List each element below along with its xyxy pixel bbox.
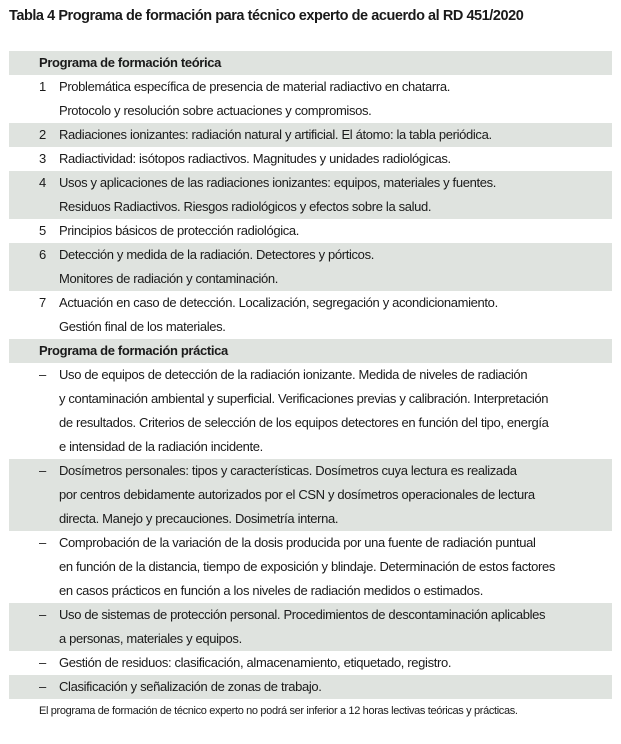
item-marker: 6 xyxy=(39,247,46,262)
item-marker: 4 xyxy=(39,175,46,190)
table-row xyxy=(9,579,612,603)
row-text: en casos prácticos en función a los niveles de radiación medidos o estimados. xyxy=(59,583,483,598)
row-text: Radiactividad: isótopos radiactivos. Magnitudes y unidades radiológicas. xyxy=(59,151,451,166)
row-text: Radiaciones ionizantes: radiación natural y artificial. El átomo: la tabla periódica. xyxy=(59,127,492,142)
table-row xyxy=(9,411,612,435)
row-text: e intensidad de la radiación incidente. xyxy=(59,439,263,454)
table-row xyxy=(9,75,612,99)
item-marker: 1 xyxy=(39,79,46,94)
row-text: Detección y medida de la radiación. Detectores y pórticos. xyxy=(59,247,374,262)
table-row xyxy=(9,195,612,219)
row-text: Gestión de residuos: clasificación, almacenamiento, etiquetado, registro. xyxy=(59,655,452,670)
table-row xyxy=(9,555,612,579)
table-row xyxy=(9,363,612,387)
table-row xyxy=(9,435,612,459)
item-marker: – xyxy=(39,607,46,622)
row-text: de resultados. Criterios de selección de los equipos detectores en función del tipo, energía xyxy=(59,415,549,430)
item-marker: – xyxy=(39,655,46,670)
table-row xyxy=(9,147,612,171)
row-text: Programa de formación teórica xyxy=(39,55,222,70)
table-row xyxy=(9,219,612,243)
item-marker: 7 xyxy=(39,295,46,310)
row-text: Monitores de radiación y contaminación. xyxy=(59,271,279,286)
row-text: a personas, materiales y equipos. xyxy=(59,631,242,646)
item-marker: – xyxy=(39,535,46,550)
table-row xyxy=(9,99,612,123)
row-text: Comprobación de la variación de la dosis producida por una fuente de radiación puntual xyxy=(59,535,536,550)
section-heading xyxy=(9,51,612,75)
table-row xyxy=(9,603,612,627)
table-row xyxy=(9,507,612,531)
table-row xyxy=(9,243,612,267)
row-text: Residuos Radiactivos. Riesgos radiológicos y efectos sobre la salud. xyxy=(59,199,432,214)
row-text: Actuación en caso de detección. Localización, segregación y acondicionamiento. xyxy=(59,295,498,310)
table-row xyxy=(9,171,612,195)
row-text: Protocolo y resolución sobre actuaciones y compromisos. xyxy=(59,103,372,118)
row-text: Programa de formación práctica xyxy=(39,343,228,358)
section-heading xyxy=(9,339,612,363)
row-text: El programa de formación de técnico experto no podrá ser inferior a 12 horas lectivas teóricas y prácticas. xyxy=(39,705,518,717)
table-row xyxy=(9,483,612,507)
row-text: directa. Manejo y precauciones. Dosimetría interna. xyxy=(59,511,339,526)
table-row xyxy=(9,531,612,555)
training-program-table xyxy=(9,51,612,723)
item-marker: 5 xyxy=(39,223,46,238)
row-text: Uso de equipos de detección de la radiación ionizante. Medida de niveles de radiación xyxy=(59,367,528,382)
row-text: Clasificación y señalización de zonas de trabajo. xyxy=(59,679,322,694)
row-text: Dosímetros personales: tipos y características. Dosímetros cuya lectura es realizada xyxy=(59,463,517,478)
item-marker: 2 xyxy=(39,127,46,142)
table-row xyxy=(9,267,612,291)
row-text: y contaminación ambiental y superficial. Verificaciones previas y calibración. Interpretación xyxy=(59,391,549,406)
row-text: en función de la distancia, tiempo de exposición y blindaje. Determinación de estos factores xyxy=(59,559,556,574)
table-row xyxy=(9,291,612,315)
item-marker: 3 xyxy=(39,151,46,166)
table-row xyxy=(9,315,612,339)
row-text: Gestión final de los materiales. xyxy=(59,319,226,334)
table-title: Tabla 4 Programa de formación para técnico experto de acuerdo al RD 451/2020 xyxy=(9,8,524,24)
row-text: Principios básicos de protección radiológica. xyxy=(59,223,300,238)
row-text: por centros debidamente autorizados por el CSN y dosímetros operacionales de lectura xyxy=(59,487,535,502)
row-text: Problemática específica de presencia de material radiactivo en chatarra. xyxy=(59,79,451,94)
table-row xyxy=(9,387,612,411)
row-text: Usos y aplicaciones de las radiaciones ionizantes: equipos, materiales y fuentes. xyxy=(59,175,497,190)
table-row xyxy=(9,675,612,699)
table-row xyxy=(9,459,612,483)
table-row xyxy=(9,627,612,651)
item-marker: – xyxy=(39,367,46,382)
table-footnote xyxy=(9,699,612,723)
row-text: Uso de sistemas de protección personal. Procedimientos de descontaminación aplicables xyxy=(59,607,546,622)
table-row xyxy=(9,651,612,675)
item-marker: – xyxy=(39,463,46,478)
item-marker: – xyxy=(39,679,46,694)
table-row xyxy=(9,123,612,147)
